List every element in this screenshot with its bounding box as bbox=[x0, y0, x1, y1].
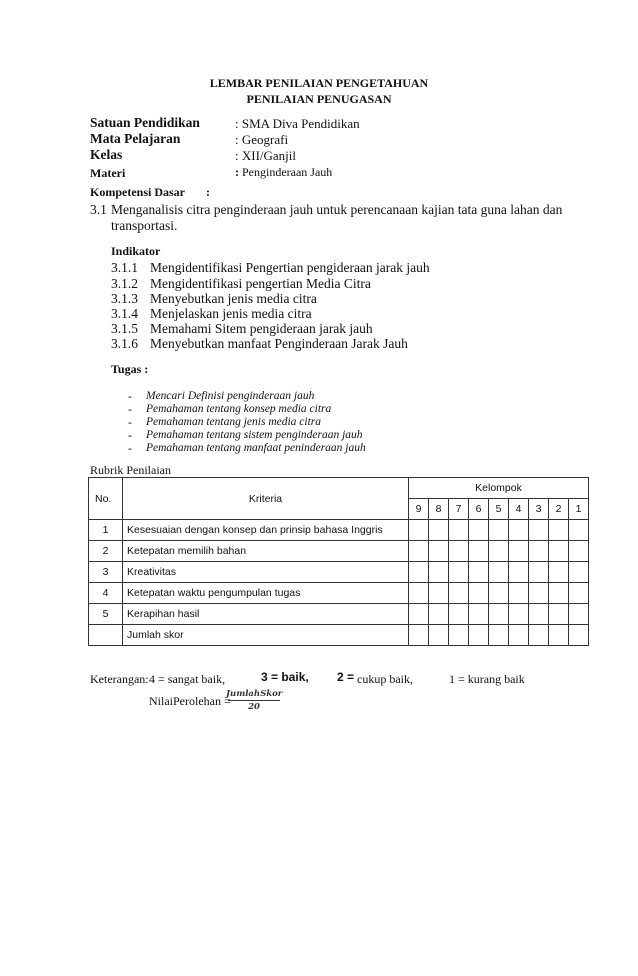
total-row bbox=[89, 625, 589, 646]
kompetensi-label: Kompetensi Dasar bbox=[90, 185, 185, 199]
score-2-legend-text: cukup baik, bbox=[357, 672, 413, 686]
indikator-text: Menjelaskan jenis media citra bbox=[150, 306, 312, 321]
score-cell[interactable] bbox=[549, 583, 569, 604]
score-cell[interactable] bbox=[489, 625, 509, 646]
score-cell[interactable] bbox=[569, 562, 589, 583]
score-cell[interactable] bbox=[529, 625, 549, 646]
score-cell[interactable] bbox=[409, 541, 429, 562]
score-cell[interactable] bbox=[489, 520, 509, 541]
score-cell[interactable] bbox=[549, 562, 569, 583]
tugas-item: Mencari Definisi penginderaan jauh bbox=[146, 390, 315, 402]
score-cell[interactable] bbox=[429, 604, 449, 625]
row-no: 2 bbox=[89, 541, 123, 562]
score-cell[interactable] bbox=[569, 604, 589, 625]
score-cell[interactable] bbox=[509, 583, 529, 604]
score-cell[interactable] bbox=[509, 604, 529, 625]
kelompok-number: 9 bbox=[409, 499, 429, 520]
tugas-item: Pemahaman tentang jenis media citra bbox=[146, 416, 322, 428]
score-cell[interactable] bbox=[569, 541, 589, 562]
score-cell[interactable] bbox=[489, 583, 509, 604]
score-cell[interactable] bbox=[449, 604, 469, 625]
score-cell[interactable] bbox=[569, 625, 589, 646]
formula-numerator: JumlahSkor bbox=[226, 689, 283, 699]
table-row bbox=[89, 562, 589, 583]
score-cell[interactable] bbox=[429, 541, 449, 562]
formula-denominator: 20 bbox=[248, 702, 260, 712]
score-cell[interactable] bbox=[449, 583, 469, 604]
tugas-bullet: - bbox=[128, 415, 132, 429]
score-cell[interactable] bbox=[429, 562, 449, 583]
table-row bbox=[89, 604, 589, 625]
page-subtitle: PENILAIAN PENUGASAN bbox=[246, 92, 392, 106]
score-cell[interactable] bbox=[529, 520, 549, 541]
col-header-kriteria: Kriteria bbox=[123, 478, 409, 520]
score-cell[interactable] bbox=[469, 604, 489, 625]
identity-label-kelas: Kelas bbox=[90, 147, 123, 162]
score-cell[interactable] bbox=[509, 625, 529, 646]
score-cell[interactable] bbox=[529, 604, 549, 625]
tugas-bullet: - bbox=[128, 441, 132, 455]
tugas-item: Pemahaman tentang sistem penginderaan jauh bbox=[146, 429, 363, 441]
row-kriteria: Kreativitas bbox=[123, 562, 409, 583]
score-cell[interactable] bbox=[449, 562, 469, 583]
indikator-text: Memahami Sitem pengideraan jarak jauh bbox=[150, 321, 373, 336]
score-4-legend: 4 = sangat baik, bbox=[149, 672, 226, 686]
score-cell[interactable] bbox=[549, 604, 569, 625]
score-cell[interactable] bbox=[449, 520, 469, 541]
table-row bbox=[89, 583, 589, 604]
score-3-legend: 3 = baik, bbox=[261, 670, 309, 684]
score-cell[interactable] bbox=[549, 541, 569, 562]
score-cell[interactable] bbox=[509, 541, 529, 562]
tugas-bullet: - bbox=[128, 402, 132, 416]
indikator-text: Menyebutkan manfaat Penginderaan Jarak Jauh bbox=[150, 336, 408, 351]
kelompok-number: 6 bbox=[469, 499, 489, 520]
score-cell[interactable] bbox=[469, 562, 489, 583]
row-kriteria: Ketepatan waktu pengumpulan tugas bbox=[123, 583, 409, 604]
indikator-no: 3.1.3 bbox=[111, 291, 138, 306]
kelompok-number: 4 bbox=[509, 499, 529, 520]
kd-text-line1: Menganalisis citra penginderaan jauh untuk perencanaan kajian tata guna lahan dan bbox=[111, 202, 563, 217]
fraction-bar bbox=[228, 700, 280, 701]
score-cell[interactable] bbox=[489, 562, 509, 583]
score-cell[interactable] bbox=[449, 541, 469, 562]
score-cell[interactable] bbox=[429, 520, 449, 541]
rubrik-table bbox=[88, 477, 589, 646]
tugas-heading: Tugas : bbox=[111, 362, 149, 376]
indikator-no: 3.1.6 bbox=[111, 336, 138, 351]
total-no-cell bbox=[89, 625, 123, 646]
score-1-legend: 1 = kurang baik bbox=[449, 672, 525, 686]
score-cell[interactable] bbox=[449, 625, 469, 646]
table-row bbox=[89, 520, 589, 541]
score-2-legend-num: 2 = bbox=[337, 670, 355, 684]
total-label: Jumlah skor bbox=[123, 625, 409, 646]
score-cell[interactable] bbox=[429, 583, 449, 604]
score-cell[interactable] bbox=[549, 520, 569, 541]
row-kriteria: Kerapihan hasil bbox=[123, 604, 409, 625]
tugas-item: Pemahaman tentang konsep media citra bbox=[146, 403, 332, 415]
kd-number: 3.1 bbox=[90, 202, 107, 217]
row-kriteria: Ketepatan memilih bahan bbox=[123, 541, 409, 562]
score-cell[interactable] bbox=[549, 625, 569, 646]
score-cell[interactable] bbox=[509, 520, 529, 541]
row-no: 4 bbox=[89, 583, 123, 604]
kelompok-number: 8 bbox=[429, 499, 449, 520]
identity-value-kelas: : XII/Ganjil bbox=[235, 148, 297, 163]
score-cell[interactable] bbox=[409, 604, 429, 625]
indikator-text: Menyebutkan jenis media citra bbox=[150, 291, 317, 306]
col-header-kelompok: Kelompok bbox=[409, 478, 589, 499]
rubrik-caption: Rubrik Penilaian bbox=[90, 463, 171, 477]
score-cell[interactable] bbox=[469, 520, 489, 541]
kompetensi-colon: : bbox=[206, 185, 210, 199]
kelompok-number: 2 bbox=[549, 499, 569, 520]
score-cell[interactable] bbox=[489, 604, 509, 625]
row-no: 3 bbox=[89, 562, 123, 583]
tugas-bullet: - bbox=[128, 428, 132, 442]
score-cell[interactable] bbox=[529, 583, 549, 604]
indikator-no: 3.1.2 bbox=[111, 276, 138, 291]
score-cell[interactable] bbox=[409, 562, 429, 583]
kelompok-number: 1 bbox=[569, 499, 589, 520]
table-row bbox=[89, 541, 589, 562]
kelompok-number: 5 bbox=[489, 499, 509, 520]
nilai-perolehan-label: NilaiPerolehan = bbox=[149, 694, 231, 708]
score-cell[interactable] bbox=[409, 520, 429, 541]
indikator-text: Mengidentifikasi Pengertian pengideraan jarak jauh bbox=[150, 260, 430, 275]
score-cell[interactable] bbox=[509, 562, 529, 583]
score-cell[interactable] bbox=[409, 625, 429, 646]
identity-label-mapel: Mata Pelajaran bbox=[90, 131, 181, 146]
tugas-bullet: - bbox=[128, 389, 132, 403]
score-cell[interactable] bbox=[469, 583, 489, 604]
col-header-no: No. bbox=[89, 478, 123, 520]
kelompok-number: 3 bbox=[529, 499, 549, 520]
score-cell[interactable] bbox=[429, 625, 449, 646]
kd-text-line2: transportasi. bbox=[111, 218, 178, 233]
indikator-no: 3.1.1 bbox=[111, 260, 138, 275]
row-kriteria: Kesesuaian dengan konsep dan prinsip bahasa Inggris bbox=[123, 520, 409, 541]
nilai-formula bbox=[226, 689, 282, 712]
score-cell[interactable] bbox=[569, 583, 589, 604]
indikator-text: Mengidentifikasi pengertian Media Citra bbox=[150, 276, 371, 291]
identity-value-mapel: : Geografi bbox=[235, 132, 289, 147]
identity-value-satuan: : SMA Diva Pendidikan bbox=[235, 116, 360, 131]
indikator-no: 3.1.5 bbox=[111, 321, 138, 336]
score-cell[interactable] bbox=[409, 583, 429, 604]
indikator-heading: Indikator bbox=[111, 244, 161, 258]
identity-label-materi: Materi bbox=[90, 166, 126, 180]
indikator-no: 3.1.4 bbox=[111, 306, 138, 321]
score-cell[interactable] bbox=[529, 562, 549, 583]
row-no: 5 bbox=[89, 604, 123, 625]
score-cell[interactable] bbox=[489, 541, 509, 562]
identity-value-materi: : Penginderaan Jauh bbox=[235, 165, 333, 179]
score-cell[interactable] bbox=[569, 520, 589, 541]
score-cell[interactable] bbox=[469, 541, 489, 562]
row-no: 1 bbox=[89, 520, 123, 541]
page-title: LEMBAR PENILAIAN PENGETAHUAN bbox=[209, 76, 429, 90]
tugas-item: Pemahaman tentang manfaat peninderaan jauh bbox=[146, 442, 366, 454]
score-cell[interactable] bbox=[469, 625, 489, 646]
kelompok-number: 7 bbox=[449, 499, 469, 520]
score-cell[interactable] bbox=[529, 541, 549, 562]
identity-label-satuan: Satuan Pendidikan bbox=[90, 115, 200, 130]
keterangan-label: Keterangan: bbox=[90, 672, 149, 686]
